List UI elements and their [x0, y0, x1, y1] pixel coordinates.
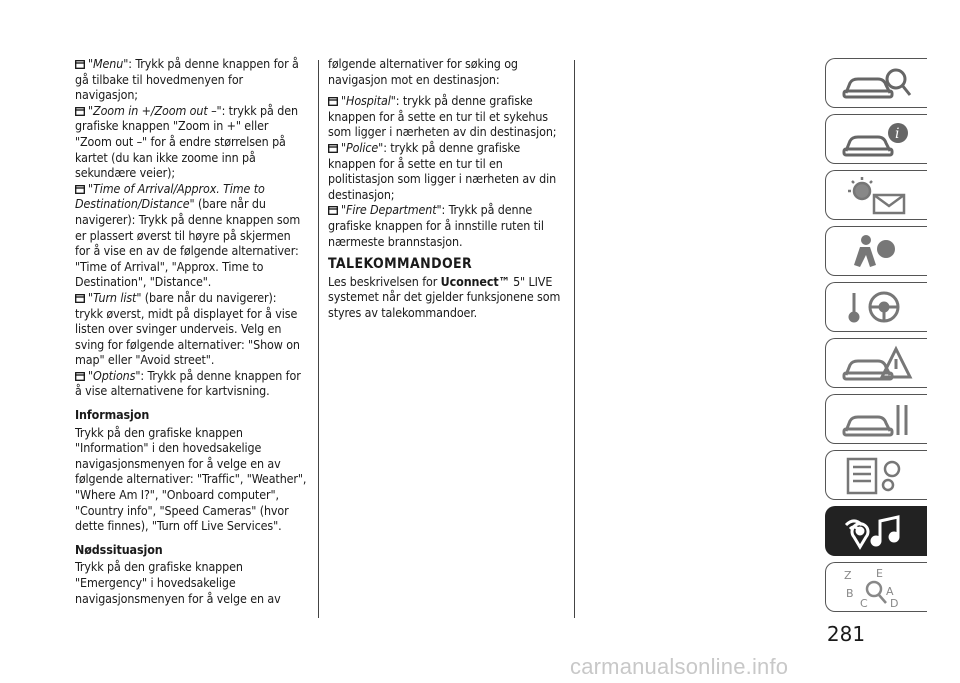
- bullet-police: "Police": trykk på denne grafiske knappen for å sette en tur til en politistasjon som ligger i nærheten av din destinasjon;: [328, 139, 557, 202]
- paragraph-talekommandoer: Les beskrivelsen for Uconnect™ 5" LIVE systemet når det gjelder funksjonene som styres av talekommandoer.: [328, 273, 561, 320]
- multimedia-icon: [840, 511, 914, 553]
- svg-text:B: B: [846, 587, 854, 600]
- checkbox-bullet-icon: [75, 107, 85, 116]
- bullet-fire-department: "Fire Department": Trykk på denne grafiske knappen for å innstille ruten til nærmeste brannstasjon.: [328, 202, 544, 249]
- brand-uconnect: Uconnect™: [440, 273, 510, 289]
- term-turn-list: Turn list: [93, 289, 137, 305]
- svg-text:E: E: [876, 567, 883, 580]
- svg-text:A: A: [886, 585, 894, 598]
- paragraph-informasjon: Trykk på den grafiske knappen "Information" i den hovedsakelige navigasjonsmenyen for å velge en av følgende alternativer: "Traffic", "Weather", "Where Am I?", "Onboard computer", "Country info", "Speed Cameras" (hvor dette finnes), "Turn off Live Services".: [75, 424, 307, 534]
- tab-specs-gear[interactable]: [825, 450, 927, 500]
- car-emergency-icon: [840, 343, 914, 385]
- bullet-turn-list: "Turn list" (bare når du navigerer): trykk øverst, midt på displayet for å vise listen over svinger underveis. Velg en sving for følgende alternativer: "Show on map" eller "Avoid street".: [75, 289, 300, 368]
- tab-steering-start[interactable]: [825, 282, 927, 332]
- term-hospital: Hospital: [346, 93, 391, 109]
- bullet-zoom: "Zoom in +/Zoom out –": trykk på den grafiske knappen "Zoom in +" eller "Zoom out –" for å endre størrelsen på kartet (du kan ikke zoome inn på sekundære veier);: [75, 102, 298, 181]
- steering-start-icon: [840, 287, 914, 329]
- checkbox-bullet-icon: [75, 185, 85, 194]
- svg-text:D: D: [890, 597, 899, 609]
- svg-text:i: i: [895, 126, 900, 142]
- page-number: 281: [826, 622, 866, 646]
- term-police: Police: [346, 139, 379, 155]
- specs-gear-icon: [840, 455, 914, 497]
- car-maintenance-icon: [840, 399, 914, 441]
- heading-informasjon: Informasjon: [75, 407, 150, 423]
- term-zoom: Zoom in +/Zoom out –: [93, 102, 217, 118]
- checkbox-bullet-icon: [328, 144, 338, 153]
- term-time: Time of Arrival/Approx. Time to Destination/Distance: [75, 180, 265, 212]
- checkbox-bullet-icon: [75, 294, 85, 303]
- term-menu: Menu: [93, 56, 124, 71]
- tab-warning-lights[interactable]: [825, 170, 927, 220]
- bullet-options: "Options": Trykk på denne knappen for å vise alternativene for kartvisning.: [75, 367, 301, 399]
- term-fire-department: Fire Department: [346, 202, 437, 218]
- paragraph-nodssituasjon: Trykk på den grafiske knappen "Emergency" i hovedsakelige navigasjonsmenyen for å velge en av: [75, 559, 281, 606]
- term-options: Options: [93, 367, 136, 383]
- airbag-safety-icon: [840, 231, 914, 273]
- text-column-middle: [328, 56, 566, 321]
- bullet-hospital: "Hospital": trykk på denne grafiske knappen for å sette en tur til et sykehus som ligger i nærheten av din destinasjon;: [328, 93, 557, 140]
- checkbox-bullet-icon: [328, 97, 338, 106]
- text-column-left: [75, 56, 307, 606]
- checkbox-bullet-icon: [75, 372, 85, 381]
- heading-talekommandoer: TALEKOMMANDOER: [328, 256, 473, 273]
- tab-car-info[interactable]: [825, 114, 927, 164]
- svg-text:C: C: [860, 597, 868, 609]
- index-letters-icon: [840, 567, 914, 609]
- tab-car-maintenance[interactable]: [825, 394, 927, 444]
- tab-multimedia[interactable]: [825, 506, 927, 556]
- column-divider-1: [318, 60, 319, 618]
- heading-nodssituasjon: Nødssituasjon: [75, 541, 163, 557]
- chapter-tabs: [825, 58, 929, 618]
- bullet-time: "Time of Arrival/Approx. Time to Destination/Distance" (bare når du navigerer): Trykk på denne knappen som er plassert øverst til høyre på skjermen for å vise en av de følgende alternativer: "Time of Arrival", "Approx. Time to Destination", "Distance".: [75, 180, 301, 290]
- checkbox-bullet-icon: [75, 60, 85, 69]
- tab-index-letters[interactable]: [825, 562, 927, 612]
- tab-airbag-safety[interactable]: [825, 226, 927, 276]
- car-info-icon: [840, 119, 914, 161]
- svg-text:Z: Z: [844, 569, 852, 582]
- tab-car-emergency[interactable]: [825, 338, 927, 388]
- checkbox-bullet-icon: [328, 206, 338, 215]
- car-search-icon: [840, 63, 914, 105]
- paragraph-intro: følgende alternativer for søking og navigasjon mot en destinasjon:: [328, 56, 518, 87]
- tab-car-search[interactable]: [825, 58, 927, 108]
- watermark-text: carmanualsonline.info: [570, 654, 789, 679]
- warning-lights-icon: [840, 175, 914, 217]
- bullet-menu: "Menu": Trykk på denne knappen for å gå tilbake til hovedmenyen for navigasjon;: [75, 56, 299, 103]
- column-divider-2: [574, 60, 575, 618]
